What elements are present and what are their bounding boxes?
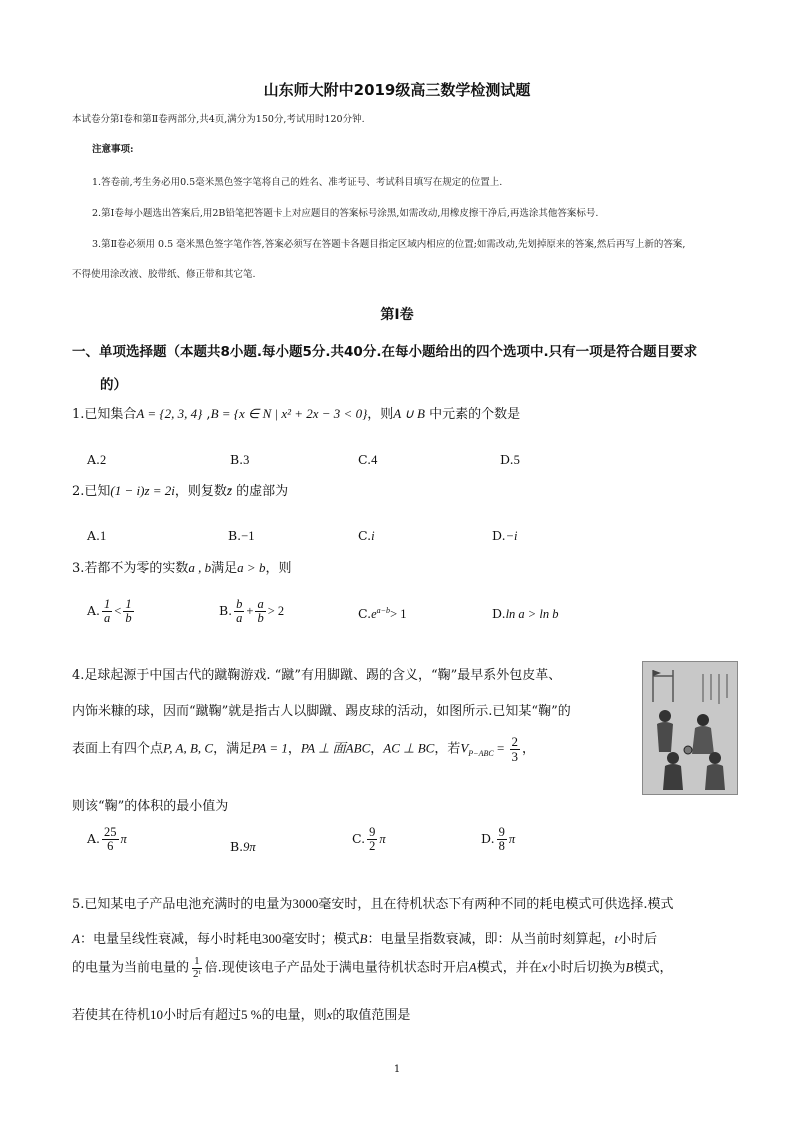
q3-option-b: B. $\frac{b}{a}$ + $\frac{a}{b}$ > 2 [219,597,285,626]
q3-vars: a , b [188,560,212,575]
note-1: 1.答卷前,考生务必用0.5毫米黑色签字笔将自己的姓名、准考证号、考试科目填写在规定的位置上. [92,177,503,188]
q2-option-c: C.i [358,528,375,543]
q1-option-a: A.2 [87,452,107,467]
q4-line-2: 内饰米糠的球，因而“蹴鞠”就是指古人以脚蹴、踢皮球的活动，如图所示.已知某“鞠”的 [72,704,571,719]
q4-line-4: 则该“鞠”的体积的最小值为 [72,799,229,814]
q4-line-1: 4.足球起源于中国古代的蹴鞠游戏. “蹴”有用脚蹴、踢的含义，“鞠”最早系外包皮革、 [72,668,562,683]
cuju-figure-icon [643,662,737,794]
q5-line-1: 5.已知某电子产品电池充满时的电量为3000毫安时，且在待机状态下有两种不同的耗电模式可供选择.模式 [72,896,674,912]
q1-option-b: B.3 [230,452,250,467]
note-2: 2.第Ⅰ卷每小题选出答案后,用2B铅笔把答题卡上对应题目的答案标号涂黑,如需改动,用橡皮擦干净后,再选涂其他答案标号. [92,208,599,219]
page-title: 山东师大附中2019级高三数学检测试题 [263,81,531,99]
notes-heading: 注意事项: [92,144,134,155]
q1-prefix: 1.已知集合 [72,407,137,422]
q1-set-a: A = {2, 3, 4} [136,406,203,421]
q1-option-d: D.5 [500,452,520,467]
q2-suffix: 的虚部为 [231,484,289,499]
q5-line-3: 的电量为当前电量的 $\frac{1}{\text{2ᵗ}}$ 倍.现使该电子产品处于满电量待机状态时开启A模式，并在x小时后切换为B模式， [72,955,673,980]
cuju-illustration [642,661,738,795]
q2-prefix: 2.已知 [72,484,111,499]
q3-suffix: ，则 [265,561,292,576]
q1-option-c: C.4 [358,452,378,467]
note-3: 3.第Ⅱ卷必须用 0.5 毫米黑色签字笔作答,答案必须写在答题卡各题目指定区域内相应的位置;如需改动,先划掉原来的答案,然后再写上新的答案, [92,239,686,250]
q2-option-d: D.−i [492,528,518,543]
q3-option-a: A. $\frac{1}{a}$ < $\frac{1}{b}$ [87,597,132,626]
q1-sep: , [202,407,211,422]
q3-option-d: D.ln a > ln b [492,606,559,621]
question-1 [72,403,520,422]
q1-mid: ，则 [367,407,394,422]
q1-set-b: B = {x ∈ N | x² + 2x − 3 < 0} [210,406,368,421]
q4-option-b: B.9π [230,839,256,854]
q2-option-a: A.1 [87,528,107,543]
section-heading: 一、单项选择题（本题共8小题.每小题5分.共40分.在每小题给出的四个选项中.只有一项是符合题目要求 [72,344,698,360]
q1-suffix: 中元素的个数是 [424,407,521,422]
section-heading-continued: 的） [100,377,127,393]
q3-option-c: $C.e^{a-b}> 1$ [358,606,407,622]
q4-option-d: D. $\frac{9}{8}$ π [481,825,516,854]
q1-union: A ∪ B [393,406,425,421]
q2-expr: (1 − i)z = 2i [110,483,175,498]
question-2 [72,480,288,499]
q5-line-4: 若使其在待机10小时后有超过5 %的电量，则x的取值范围是 [72,1007,411,1023]
q3-mid: 满足 [211,561,238,576]
part-title: 第Ⅰ卷 [380,307,414,323]
q2-mid: ，则复数 [174,484,227,499]
intro-text: 本试卷分第Ⅰ卷和第Ⅱ卷两部分,共4页,满分为150分,考试用时120分钟. [72,114,365,125]
q3-prefix: 3.若都不为零的实数 [72,561,189,576]
question-3 [72,557,291,576]
q4-line-3: 表面上有四个点P, A, B, C，满足PA = 1，PA ⊥ 面ABC，AC ⊥ BC，若$V_{P-ABC}$ = $\frac{2}{3}$ ， [72,734,536,764]
q4-option-c: C. $\frac{9}{2}$ π [352,825,386,854]
q2-option-b: B.−1 [228,528,255,543]
page-number: 1 [393,1064,401,1075]
q2-var: z̄ [226,483,232,498]
q5-line-2: A：电量呈线性衰减，每小时耗电300毫安时；模式B：电量呈指数衰减，即：从当前时刻算起，t小时后 [72,931,658,947]
q3-cond: a > b [237,560,266,575]
note-3-continued: 不得使用涂改液、胶带纸、修正带和其它笔. [72,269,256,280]
q4-option-a: A. $\frac{25}{6}$ π [87,825,127,854]
